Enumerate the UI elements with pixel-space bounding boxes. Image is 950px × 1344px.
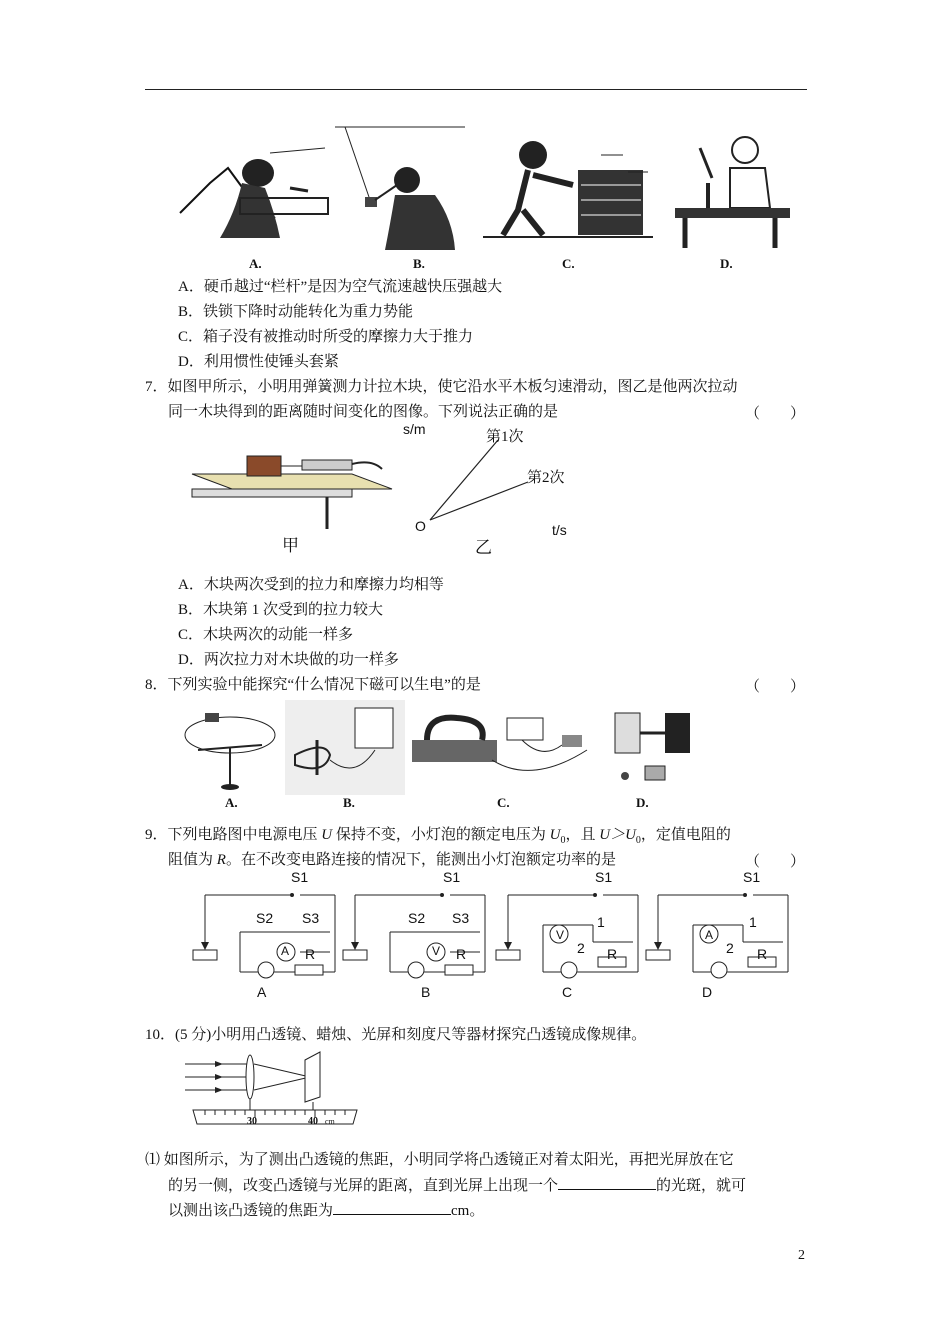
q9-b-s1: S1 <box>443 869 461 885</box>
q6-figure-c <box>483 125 653 250</box>
q7-series1-label: 第1次 <box>486 429 524 445</box>
q9-d-r: R <box>757 946 768 962</box>
q9-c-t2: 2 <box>577 940 585 956</box>
q10-ruler-unit: cm <box>325 1117 335 1126</box>
q7-stem-line1: 7．如图甲所示，小明用弹簧测力计拉木块，使它沿水平木板匀速滑动，图乙是他两次拉动 <box>145 379 738 395</box>
q9-a-s1: S1 <box>291 869 309 885</box>
page-number: 2 <box>798 1248 805 1263</box>
q6-figure-b <box>335 125 465 250</box>
q9-d-s1: S1 <box>743 869 761 885</box>
q8-label-a: A. <box>225 795 238 810</box>
q9-stem-line2: 阻值为 R。在不改变电路连接的情况下，能测出小灯泡额定功率的是 <box>168 852 616 868</box>
q10-ruler-mark-30: 30 <box>247 1116 257 1127</box>
q8-label-c: C. <box>497 795 510 810</box>
q7-answer-paren: （ ） <box>745 406 806 422</box>
q7-caption-jia: 甲 <box>282 536 299 555</box>
q7-option-a: A．木块两次受到的拉力和摩擦力均相等 <box>178 577 444 593</box>
q10-lens-figure <box>185 1052 365 1130</box>
q9-b-label: B <box>421 984 431 1000</box>
q7-stem-line2: 同一木块得到的距离随时间变化的图像。下列说法正确的是 <box>168 404 559 420</box>
q10-part1-line3: 以测出该凸透镜的焦距为 cm。 <box>168 1200 484 1221</box>
q9-circuit-d <box>643 870 793 975</box>
q7-figure-jia <box>192 444 392 529</box>
q6-option-c: C．箱子没有被推动时所受的摩擦力大于推力 <box>178 329 474 345</box>
q6-option-d: D．利用惯性使锤头套紧 <box>178 354 339 370</box>
header-rule <box>145 89 807 90</box>
q10-stem: 10．(5 分)小明用凸透镜、蜡烛、光屏和刻度尺等器材探究凸透镜成像规律。 <box>145 1027 647 1043</box>
q7-caption-yi: 乙 <box>475 538 492 557</box>
q6-label-c: C. <box>562 256 575 271</box>
q9-answer-paren: （ ） <box>745 854 806 870</box>
q6-option-b: B．铁锁下降时动能转化为重力势能 <box>178 304 414 320</box>
q9-b-r: R <box>456 946 467 962</box>
q9-c-t1: 1 <box>597 914 605 930</box>
q9-a-r: R <box>305 946 316 962</box>
q9-c-meter: V <box>556 928 565 942</box>
q6-label-b: B. <box>413 256 425 271</box>
q7-series2-label: 第2次 <box>527 470 565 486</box>
q9-circuit-c <box>493 870 643 975</box>
q9-a-s3: S3 <box>302 910 320 926</box>
q10-blank-focal-length[interactable] <box>333 1200 451 1215</box>
q10-ruler-mark-40: 40 <box>308 1116 318 1127</box>
q7-xlabel: t/s <box>552 522 567 538</box>
q9-d-label: D <box>702 984 713 1000</box>
q10-part1-line2: 的另一侧，改变凸透镜与光屏的距离，直到光屏上出现一个 的光斑，就可 <box>168 1175 746 1196</box>
q9-stem-line1: 9．下列电路图中电源电压 U 保持不变，小灯泡的额定电压为 $U_0$，且 $U>U_0$，定值电阻的 <box>145 827 731 846</box>
q9-b-s2: S2 <box>408 910 426 926</box>
q8-figure-c <box>412 710 592 790</box>
q7-option-d: D．两次拉力对木块做的功一样多 <box>178 652 399 668</box>
q7-option-b: B．木块第 1 次受到的拉力较大 <box>178 602 384 618</box>
q9-b-s3: S3 <box>452 910 470 926</box>
q7-ylabel: s/m <box>403 421 426 437</box>
q9-d-t2: 2 <box>726 940 734 956</box>
q8-figure-a <box>180 705 280 795</box>
q9-a-label: A <box>257 984 267 1000</box>
q10-blank-spot[interactable] <box>558 1175 656 1190</box>
q9-d-t1: 1 <box>749 914 757 930</box>
q9-d-meter: A <box>705 928 714 942</box>
q9-c-label: C <box>562 984 573 1000</box>
q8-label-d: D. <box>636 795 649 810</box>
q7-option-c: C．木块两次的动能一样多 <box>178 627 354 643</box>
q6-label-a: A. <box>249 256 262 271</box>
q8-label-b: B. <box>343 795 355 810</box>
q6-figure-a <box>180 143 328 243</box>
q9-b-meter: V <box>432 944 441 958</box>
q9-c-s1: S1 <box>595 869 613 885</box>
q6-figure-d <box>670 128 795 250</box>
q8-stem: 8．下列实验中能探究“什么情况下磁可以生电”的是 <box>145 677 481 693</box>
q8-figure-b <box>285 700 405 795</box>
q8-figure-d <box>610 708 695 788</box>
q9-a-s2: S2 <box>256 910 274 926</box>
q8-answer-paren: （ ） <box>745 679 806 695</box>
q6-option-a: A．硬币越过“栏杆”是因为空气流速越快压强越大 <box>178 279 503 295</box>
q7-origin: O <box>415 518 426 534</box>
q9-c-r: R <box>607 946 618 962</box>
q9-a-meter: A <box>281 944 290 958</box>
q10-part1-line1: ⑴ 如图所示，为了测出凸透镜的焦距，小明同学将凸透镜正对着太阳光，再把光屏放在它 <box>145 1152 734 1168</box>
q6-label-d: D. <box>720 256 733 271</box>
